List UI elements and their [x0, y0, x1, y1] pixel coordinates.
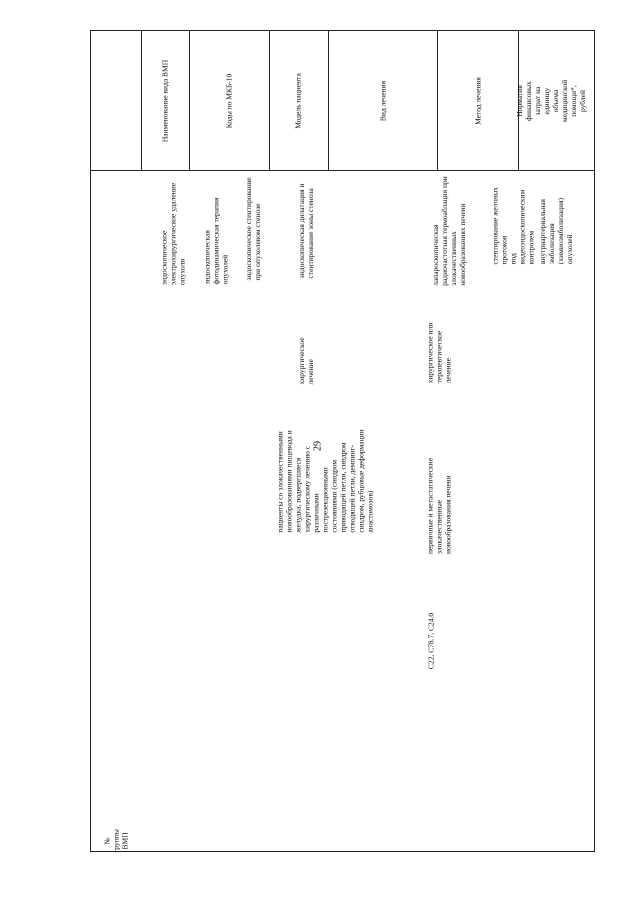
method-electrosurgical: эндоскопическое электрохирургическое удаление опухоли: [159, 182, 187, 286]
header-model: Модель пациента: [293, 73, 303, 129]
method-rf-ablation: лапароскопическая радиочастотная термоаблация при злокачественных новообразованиях печени: [431, 176, 467, 286]
header-col-sep: [141, 31, 142, 170]
model-esophagus-stomach: пациенты со злокачественными новообразованиями пищевода и желудка, подвергшиеся хирургическому лечению с различными пострезекционными состояниями (синдром приводящей петли, синдром отводящей петли, демпинг- синдром, рубцовые деформации анастомозов): [275, 429, 375, 533]
header-codes: Коды по МКБ-10: [224, 73, 234, 129]
treatment-table: [90, 30, 595, 852]
header-norm: Норматив финансовых затрат на единицу объема медицинской помощи*, рублей: [515, 79, 587, 123]
method-chemoembolization: внутриартериальная эмболизация (химиоэмболизация) опухолей: [538, 197, 574, 265]
codes-liver: C22, C78.7, C24.0: [426, 612, 436, 670]
header-col-sep: [437, 31, 438, 170]
header-name: Наименование вида ВМП: [160, 59, 170, 143]
method-dilatation: эндоскопическая дилатация и стентирование зоны стеноза: [297, 183, 315, 279]
header-col-sep: [189, 31, 190, 170]
kind-surgical: хирургическое лечение: [297, 337, 315, 385]
header-col-sep: [269, 31, 270, 170]
header-separator: [91, 170, 594, 171]
header-kind: Вид лечения: [378, 80, 388, 122]
method-stenting: эндоскопическое стентирование при опухолевом стенозе: [244, 177, 262, 281]
method-bile-stenting: стентирование желчных протоков под видеоэндоскопическим контролем: [490, 187, 536, 265]
method-photodynamic: эндоскопическая фотодинамическая терапия опухолей: [202, 197, 230, 285]
header-method: Метод лечения: [473, 77, 483, 125]
header-col-sep: [328, 31, 329, 170]
page-number: 29: [312, 441, 324, 451]
model-liver: первичные и метастатические злокачественные новообразования печени: [425, 457, 453, 555]
header-number: № группы ВМП: [102, 829, 130, 853]
kind-surgical-therapeutic: хирургическое или терапевтическое лечение: [425, 322, 453, 384]
